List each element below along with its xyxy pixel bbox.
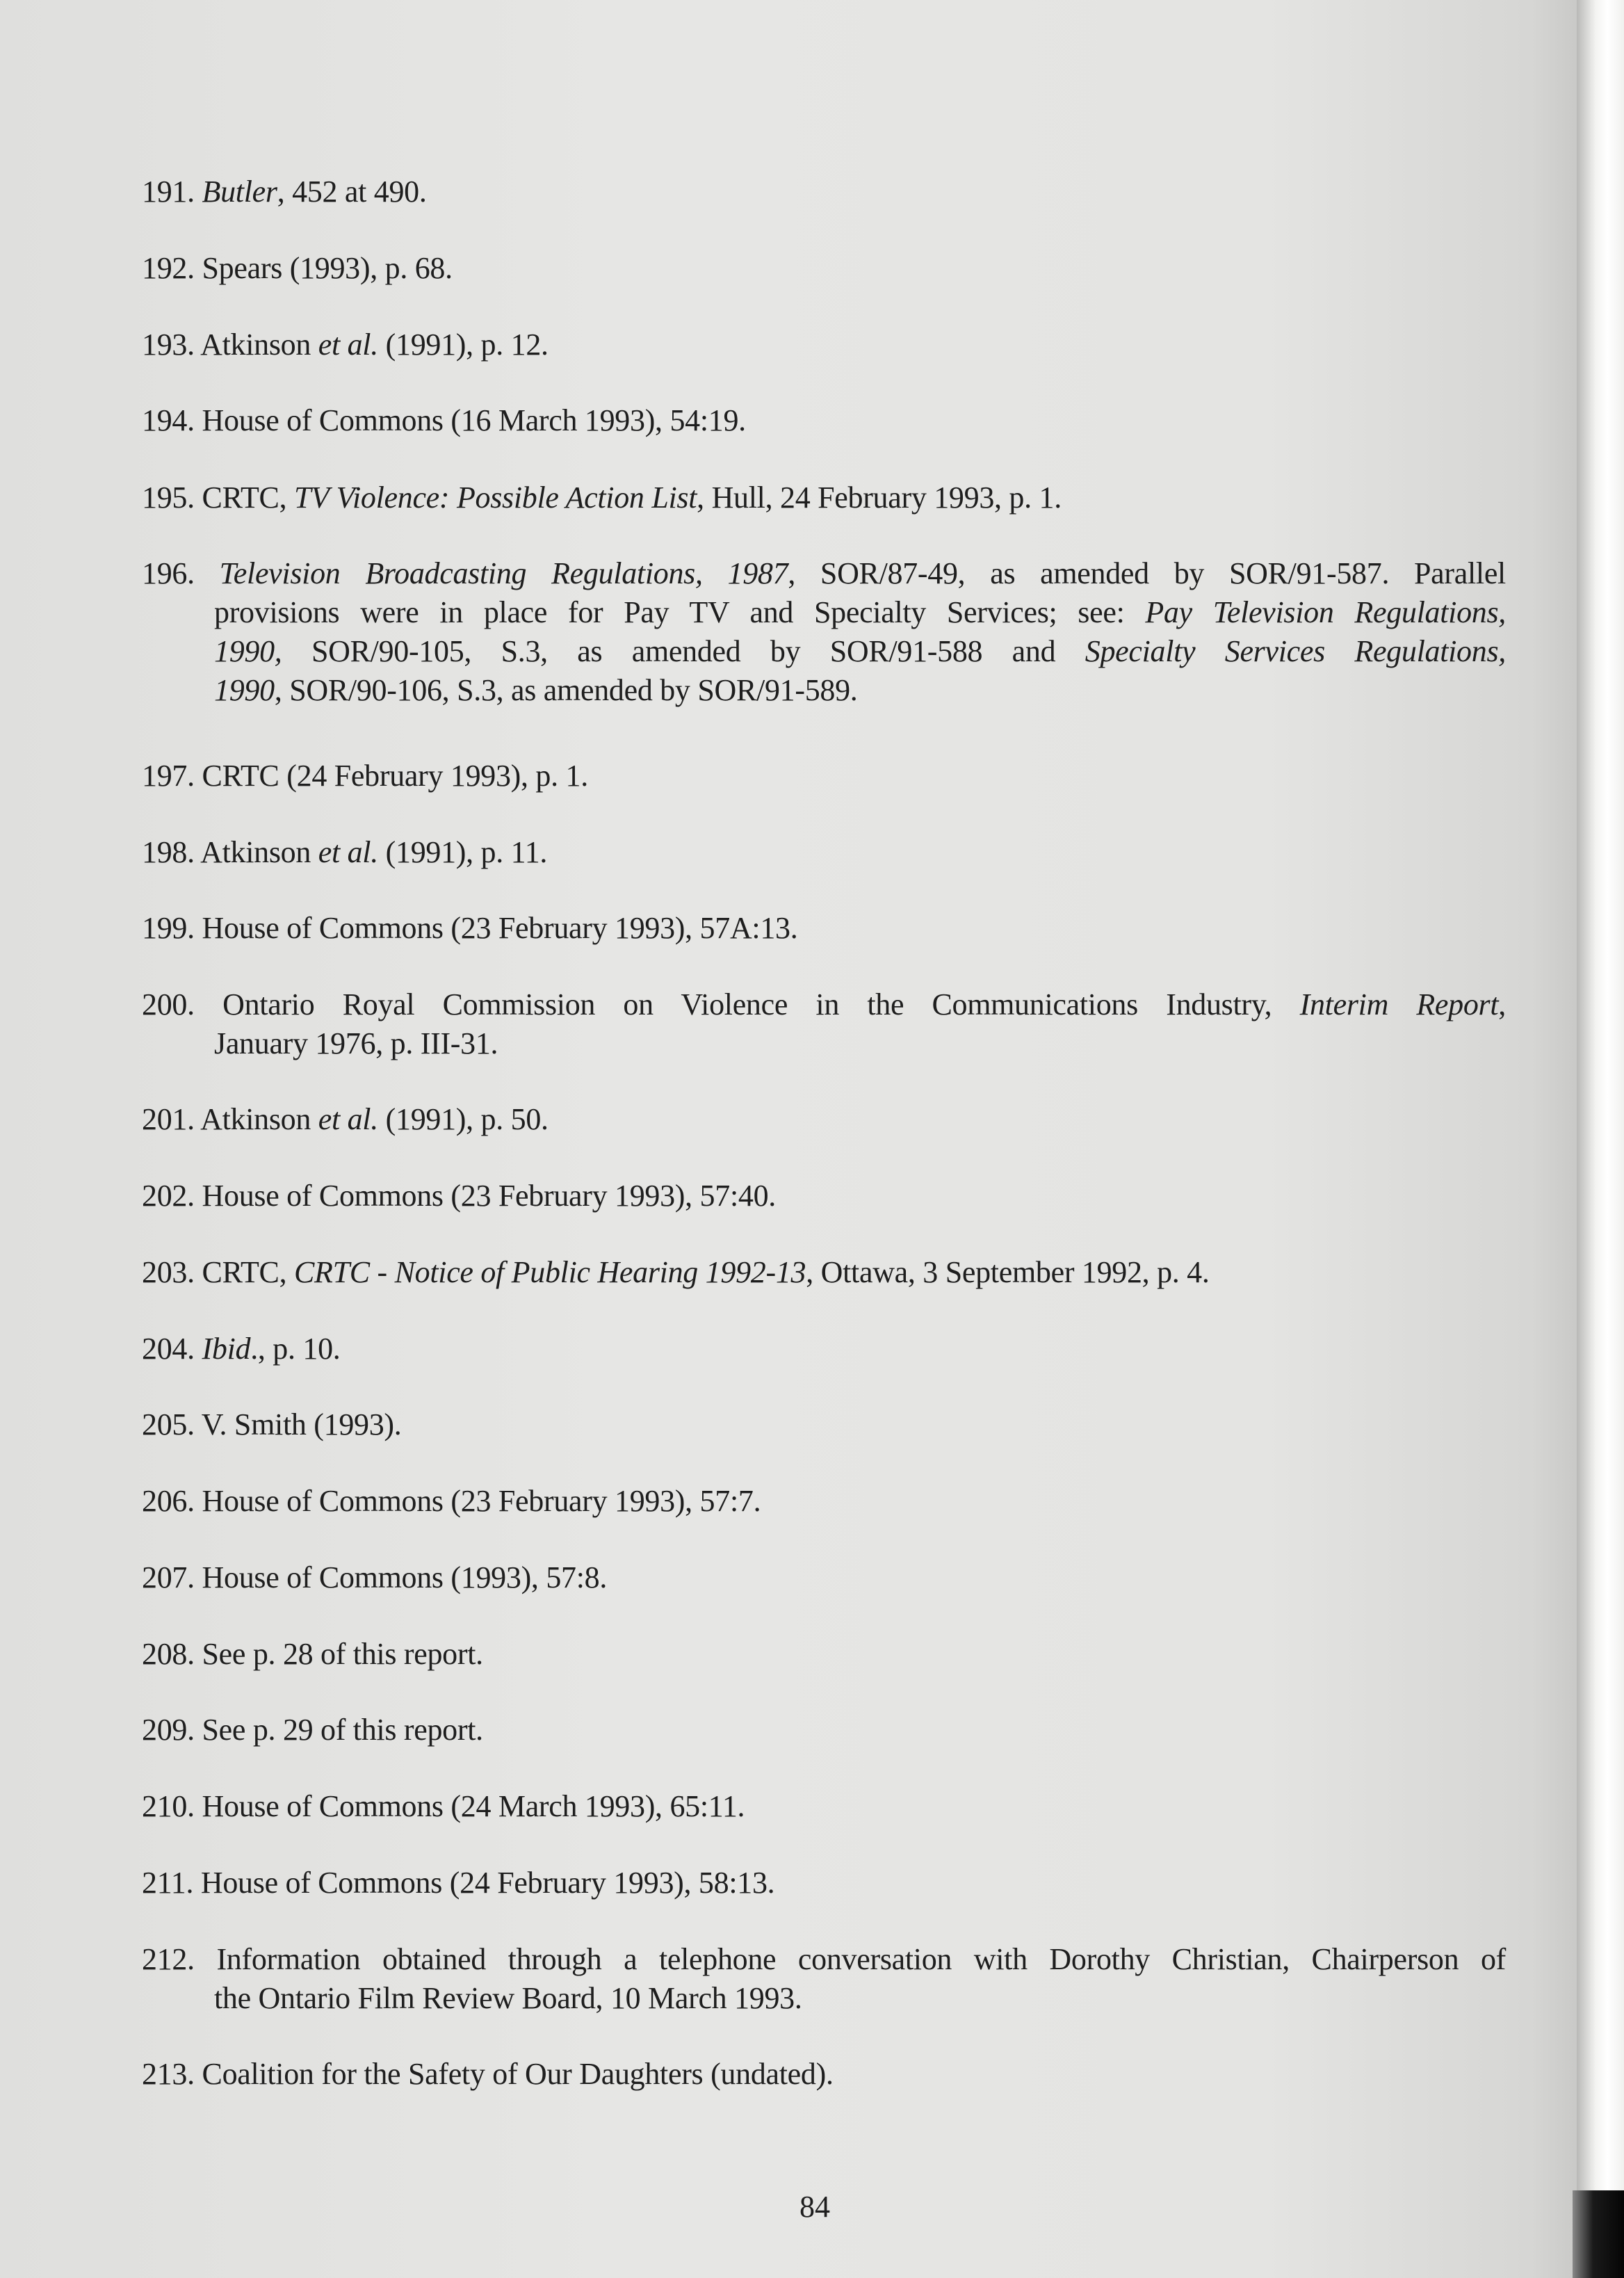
- endnote-198: [142, 833, 547, 872]
- endnote-line: [142, 1940, 1506, 1979]
- note-text: See p. 29 of this report.: [202, 1713, 483, 1747]
- endnote-204: [142, 1330, 341, 1368]
- note-text: CRTC,: [202, 1255, 294, 1289]
- endnote-191: [142, 172, 427, 211]
- note-text: See p. 28 of this report.: [202, 1637, 483, 1671]
- endnote-number: 198.: [142, 835, 195, 869]
- endnote-number: 205.: [142, 1407, 195, 1441]
- note-text: January 1976, p. III-31.: [214, 1026, 498, 1060]
- endnote-number: 192.: [142, 251, 195, 285]
- endnote-line: [142, 554, 1506, 593]
- note-text: , SOR/90-106, S.3, as amended by SOR/91-589.: [274, 673, 858, 707]
- note-text: House of Commons (23 February 1993), 57A:13.: [202, 911, 798, 945]
- endnote-number: 213.: [142, 2057, 195, 2091]
- endnote-number: 207.: [142, 1560, 195, 1594]
- endnote-number: 201.: [142, 1102, 195, 1136]
- endnote-212: [142, 1940, 1506, 2018]
- endnote-207: [142, 1558, 607, 1597]
- note-text: CRTC (24 February 1993), p. 1.: [202, 759, 588, 793]
- note-text: , 452 at 490.: [277, 175, 427, 209]
- note-text-italic: et al.: [318, 1102, 378, 1136]
- endnote-number: 211.: [142, 1866, 194, 1900]
- note-text-italic: Interim Report: [1299, 987, 1499, 1021]
- endnote-195: [142, 478, 1062, 517]
- note-text: Atkinson: [200, 328, 318, 362]
- note-text: Atkinson: [200, 1102, 318, 1136]
- endnote-number: 196.: [142, 556, 195, 590]
- endnote-206: [142, 1482, 761, 1521]
- endnote-209: [142, 1711, 483, 1750]
- endnote-193: [142, 325, 549, 364]
- endnote-202: [142, 1177, 776, 1215]
- note-text: V. Smith (1993).: [201, 1407, 402, 1441]
- note-text: , SOR/87-49, as amended by SOR/91-587. Parallel: [788, 556, 1506, 590]
- note-text: CRTC,: [202, 480, 294, 515]
- endnote-number: 202.: [142, 1179, 195, 1213]
- endnote-number: 194.: [142, 403, 195, 437]
- endnote-number: 199.: [142, 911, 195, 945]
- endnote-201: [142, 1100, 549, 1139]
- endnote-196: [142, 554, 1506, 710]
- endnote-number: 197.: [142, 759, 195, 793]
- endnote-line: [142, 1979, 1506, 2018]
- note-text: , Hull, 24 February 1993, p. 1.: [697, 480, 1062, 515]
- note-text: Coalition for the Safety of Our Daughters (undated).: [202, 2057, 834, 2091]
- endnote-number: 210.: [142, 1789, 195, 1823]
- note-text: Spears (1993), p. 68.: [202, 251, 453, 285]
- page-number: 84: [799, 2190, 830, 2224]
- note-text: , Ottawa, 3 September 1992, p. 4.: [806, 1255, 1210, 1289]
- note-text: (1991), p. 12.: [377, 328, 549, 362]
- note-text: House of Commons (16 March 1993), 54:19.: [202, 403, 746, 437]
- book-spine: [1577, 0, 1624, 2278]
- note-text-italic: CRTC - Notice of Public Hearing 1992-13: [294, 1255, 806, 1289]
- endnote-line: [142, 632, 1506, 671]
- endnote-line: [142, 593, 1506, 632]
- endnote-199: [142, 909, 797, 948]
- note-text: House of Commons (24 February 1993), 58:13.: [200, 1866, 775, 1900]
- endnote-number: 195.: [142, 480, 195, 515]
- endnote-211: [142, 1864, 774, 1903]
- endnote-number: 191.: [142, 175, 195, 209]
- note-text: Information obtained through a telephone conversation with Dorothy Christian, Chairperson of: [216, 1942, 1506, 1976]
- endnote-213: [142, 2055, 834, 2094]
- note-text: (1991), p. 50.: [377, 1102, 549, 1136]
- endnote-208: [142, 1635, 483, 1674]
- endnote-number: 206.: [142, 1484, 195, 1518]
- note-text: provisions were in place for Pay TV and Specialty Services; see:: [214, 595, 1146, 629]
- note-text: Atkinson: [200, 835, 318, 869]
- endnote-number: 209.: [142, 1713, 195, 1747]
- book-spine-edge: [1573, 2190, 1624, 2278]
- note-text: House of Commons (23 February 1993), 57:40.: [202, 1179, 776, 1213]
- note-text: House of Commons (24 March 1993), 65:11.: [202, 1789, 745, 1823]
- note-text-italic: TV Violence: Possible Action List: [294, 480, 697, 515]
- note-text: ., p. 10.: [250, 1332, 341, 1366]
- endnote-number: 200.: [142, 987, 195, 1021]
- note-text-italic: 1990,: [214, 634, 282, 668]
- endnote-194: [142, 401, 746, 440]
- endnote-number: 204.: [142, 1332, 195, 1366]
- note-text: SOR/90-105, S.3, as amended by SOR/91-588 and: [282, 634, 1085, 668]
- note-text-italic: Specialty Services Regulations,: [1085, 634, 1506, 668]
- endnote-205: [142, 1405, 401, 1444]
- endnote-number: 208.: [142, 1637, 195, 1671]
- endnote-line: [142, 985, 1506, 1024]
- note-text: the Ontario Film Review Board, 10 March 1993.: [214, 1981, 802, 2015]
- endnote-line: [142, 1024, 1506, 1063]
- note-text-italic: et al.: [318, 328, 378, 362]
- note-text-italic: 1990: [214, 673, 275, 707]
- endnote-192: [142, 249, 453, 288]
- endnote-200: [142, 985, 1506, 1063]
- note-text-italic: Butler: [202, 175, 277, 209]
- note-text: Ontario Royal Commission on Violence in the Communications Industry,: [222, 987, 1300, 1021]
- note-text: (1991), p. 11.: [377, 835, 548, 869]
- endnote-197: [142, 757, 588, 795]
- note-text-italic: et al.: [318, 835, 378, 869]
- endnote-number: 212.: [142, 1942, 195, 1976]
- endnote-line: [142, 671, 1506, 710]
- note-text-italic: Ibid: [202, 1332, 251, 1366]
- endnote-210: [142, 1787, 745, 1826]
- note-text: House of Commons (23 February 1993), 57:7.: [202, 1484, 761, 1518]
- note-text-italic: Pay Television Regulations,: [1145, 595, 1506, 629]
- endnote-number: 203.: [142, 1255, 195, 1289]
- endnote-203: [142, 1253, 1210, 1292]
- note-text-italic: Television Broadcasting Regulations, 1987: [219, 556, 788, 590]
- note-text: ,: [1498, 987, 1506, 1021]
- endnote-number: 193.: [142, 328, 195, 362]
- note-text: House of Commons (1993), 57:8.: [202, 1560, 608, 1594]
